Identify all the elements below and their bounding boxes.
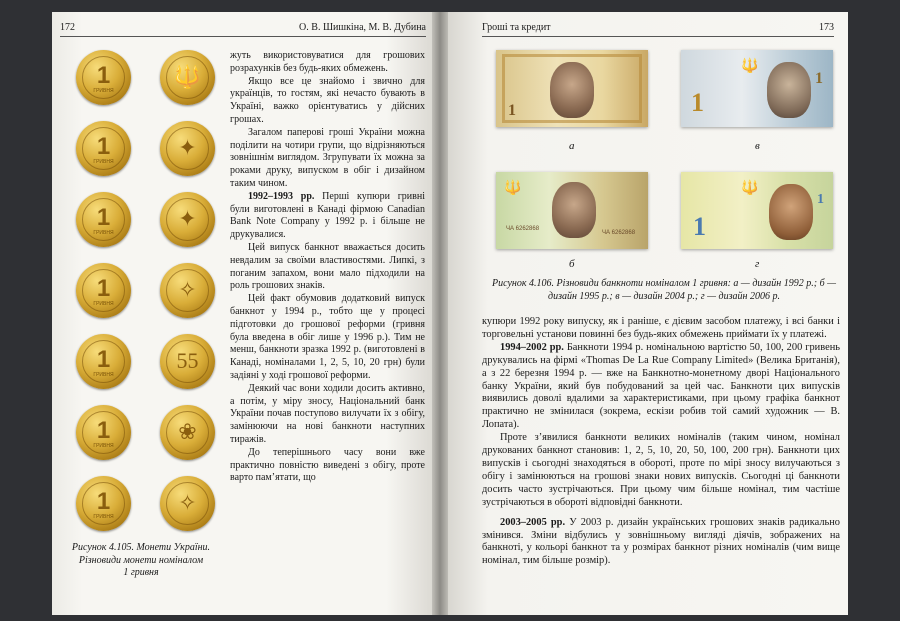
coin-inscription: ГРИВНЯ bbox=[93, 372, 114, 378]
coin-denomination: 1 bbox=[96, 346, 111, 373]
portrait-volodymyr bbox=[767, 62, 811, 118]
coin-reverse bbox=[160, 121, 215, 176]
banknote-1995 bbox=[496, 172, 648, 249]
banknote-2004 bbox=[681, 50, 833, 127]
coin-denomination: 1 bbox=[96, 62, 111, 89]
page-number-left: 172 bbox=[60, 22, 75, 33]
coin-inscription: ГРИВНЯ bbox=[93, 301, 114, 307]
banknote-label-a: а bbox=[569, 140, 575, 152]
denomination-figure: 1 bbox=[691, 88, 704, 117]
coin-denomination: 1 bbox=[96, 133, 111, 160]
trident-crest-icon: 🔱 bbox=[504, 181, 522, 196]
paragraph: жуть використовуватися для грошових розрахунків без будь-яких обмежень. bbox=[230, 50, 425, 74]
caption-line: Рисунок 4.105. Монети України. bbox=[71, 542, 211, 553]
denomination-figure: 1 bbox=[815, 70, 823, 87]
caption-line: 1 гривня bbox=[123, 567, 159, 578]
paragraph: Деякий час вони ходили досить активно, а потім, у міру зносу, Національний банк України почав поступово вилучати їх з обігу, замінюючи на нові банкноти наступних тиражів. bbox=[230, 382, 425, 445]
header-rule bbox=[482, 36, 834, 37]
figure-caption-banknotes: Рисунок 4.106. Різновиди банкноти номіналом 1 гривня: а — дизайн 1992 р.; б — дизайн 1995 р.; в — дизайн 2004 р.; г — дизайн 2006 р. bbox=[492, 278, 836, 302]
paragraph: Якщо все це знайомо і звично для українців, то гостям, які нечасто бувають в Україні, важко орієнтуватись у дійсних грошах. bbox=[230, 75, 425, 125]
book-gutter bbox=[430, 12, 450, 615]
banknote-1992 bbox=[496, 50, 648, 127]
coin-emblem-icon: ✧ bbox=[178, 490, 197, 515]
paragraph: Проте з’явилися банкноти великих номіналів (таким чином, номінал друкованих банкнот становив: 1, 2, 5, 10, 20, 50, 100, 200 грн). Банкноти цих випусків і сьогодні знаходяться в обороті, проте по мірі зносу вилучаються з обігу і замінюються на грошові знаки нових випусків. Сьогодні ці банкноти досить часто зустрічаються. При цьому чим більше номінал, тим частіше зустрічаються в обороті відповідні банкноти. bbox=[482, 432, 840, 508]
paragraph: Цей факт обумовив додатковий випуск банкнот у 1994 р., тобто ще у процесі підготовки до грошової реформи (гривня була введена в обіг лише у 1996 р.). Тим не менш, банкноти зразка 1992 р. (виготовлені в Канаді, номіналами 1, 2, 5, 10, 20 грн) були задіяні у ході грошової реформи. bbox=[230, 293, 425, 381]
coin-reverse bbox=[160, 50, 215, 105]
paragraph bbox=[482, 517, 840, 569]
coin-inscription: ГРИВНЯ bbox=[93, 88, 114, 94]
coin-inscription: ГРИВНЯ bbox=[93, 443, 114, 449]
figure-caption-coins bbox=[56, 542, 226, 580]
caption-line: Різновиди монети номіналом bbox=[78, 554, 204, 566]
coin-emblem-icon: ✦ bbox=[178, 135, 197, 160]
coin-inscription: ГРИВНЯ bbox=[93, 230, 114, 236]
right-page bbox=[448, 12, 848, 615]
coin-emblem-icon: 55 bbox=[176, 348, 199, 373]
paragraph-text: У 2003 р. дизайн українських грошових знаків радикально змінився. Зміни відбулись у зовнішньому вигляді діячів, зображених на банкноті, у кольорі банкнот та у розмірах банкнот різних номіналів (чим вище номінал, тим більше розмір). bbox=[482, 516, 841, 567]
coin-emblem-icon: ✧ bbox=[178, 277, 197, 302]
coin-reverse bbox=[160, 334, 215, 389]
portrait-volodymyr bbox=[550, 62, 594, 118]
paragraph bbox=[482, 342, 840, 432]
portrait-volodymyr bbox=[552, 182, 596, 238]
left-page bbox=[52, 12, 432, 615]
coin-obverse bbox=[76, 192, 131, 247]
paragraph: До теперішнього часу вони вже практично повністю виведені з обігу, проте варто пам’ятати, що bbox=[230, 446, 425, 484]
coin-emblem-icon: ✦ bbox=[178, 206, 197, 231]
trident-crest-icon: 🔱 bbox=[741, 59, 759, 74]
coin-denomination: 1 bbox=[96, 204, 111, 231]
banknote-2006 bbox=[681, 172, 833, 249]
banknote-label-v: в bbox=[755, 140, 760, 152]
coin-reverse bbox=[160, 476, 215, 531]
paragraph: купюри 1992 року випуску, як і раніше, є дієвим засобом платежу, і всі банки і торговельні установи повинні без будь-яких обмежень приймати їх у платежі. bbox=[482, 316, 840, 340]
coin-emblem-icon: 🔱 bbox=[173, 64, 202, 89]
paragraph-text: Банкноти 1994 р. номінальною вартістю 50, 100, 200 гривень друкувались на фірмі «Thomas De La Rue Company Limited» (Велика Британія), а з 22 березня 1994 р. — вже на Банкнотно-монетному дворі Національного банку України, який був побудований за цей час. Банкноти цих випусків виявились доволі вдалими за характеристиками, при цьому графіка банкнот практично не змінилася (зокрема, ескізи робив той самий художник — В. Лопата). bbox=[482, 341, 840, 431]
banknote-label-g: г bbox=[755, 258, 760, 270]
left-body-text bbox=[230, 50, 425, 485]
serial-number: ЧА 6262868 bbox=[602, 230, 636, 236]
coin-denomination: 1 bbox=[96, 275, 111, 302]
denomination-figure: 1 bbox=[817, 192, 824, 207]
bold-lead: 2003–2005 рр. bbox=[500, 516, 566, 528]
coin-obverse bbox=[76, 405, 131, 460]
paragraph: Загалом паперові гроші України можна поділити на чотири групи, що відрізняються зовнішнім виглядом. Згрупувати їх можна за роками друку, випуском в обіг і дизайном таким чином. bbox=[230, 126, 425, 189]
running-head-left: О. В. Шишкіна, М. В. Дубина bbox=[299, 22, 426, 33]
coin-inscription: ГРИВНЯ bbox=[93, 159, 114, 165]
running-head-right: Гроші та кредит bbox=[482, 22, 551, 33]
paragraph: Цей випуск банкнот вважається досить невдалим за своїми властивостями. Липкі, з поганим запахом, вони мало підходили на роль грошових знаків. bbox=[230, 241, 425, 292]
denomination-figure: 1 bbox=[693, 212, 706, 241]
coin-denomination: 1 bbox=[96, 417, 111, 444]
coin-reverse bbox=[160, 405, 215, 460]
trident-crest-icon: 🔱 bbox=[741, 181, 759, 196]
serial-number: ЧА 6262868 bbox=[506, 226, 540, 232]
coin-reverse bbox=[160, 263, 215, 318]
paragraph-text: Перші купюри гривні були виготовлені в Канаді фірмою Canadian Bank Note Company у 1992 р. і більше не друкувалися. bbox=[230, 190, 426, 241]
coin-obverse bbox=[76, 50, 131, 105]
right-body-text bbox=[482, 316, 840, 568]
coin-emblem-icon: ❀ bbox=[178, 419, 197, 444]
coin-obverse bbox=[76, 263, 131, 318]
page-number-right: 173 bbox=[819, 22, 834, 33]
coin-reverse bbox=[160, 192, 215, 247]
header-rule bbox=[60, 36, 426, 37]
coin-inscription: ГРИВНЯ bbox=[93, 514, 114, 520]
bold-lead: 1994–2002 рр. bbox=[500, 341, 564, 353]
paragraph bbox=[230, 191, 425, 242]
bold-lead: 1992–1993 рр. bbox=[248, 190, 315, 202]
coin-obverse bbox=[76, 121, 131, 176]
coin-obverse bbox=[76, 476, 131, 531]
coin-obverse bbox=[76, 334, 131, 389]
coin-denomination: 1 bbox=[96, 488, 111, 515]
denomination-figure: 1 bbox=[508, 102, 516, 119]
portrait-volodymyr bbox=[769, 184, 813, 240]
banknote-label-b: б bbox=[569, 258, 575, 270]
